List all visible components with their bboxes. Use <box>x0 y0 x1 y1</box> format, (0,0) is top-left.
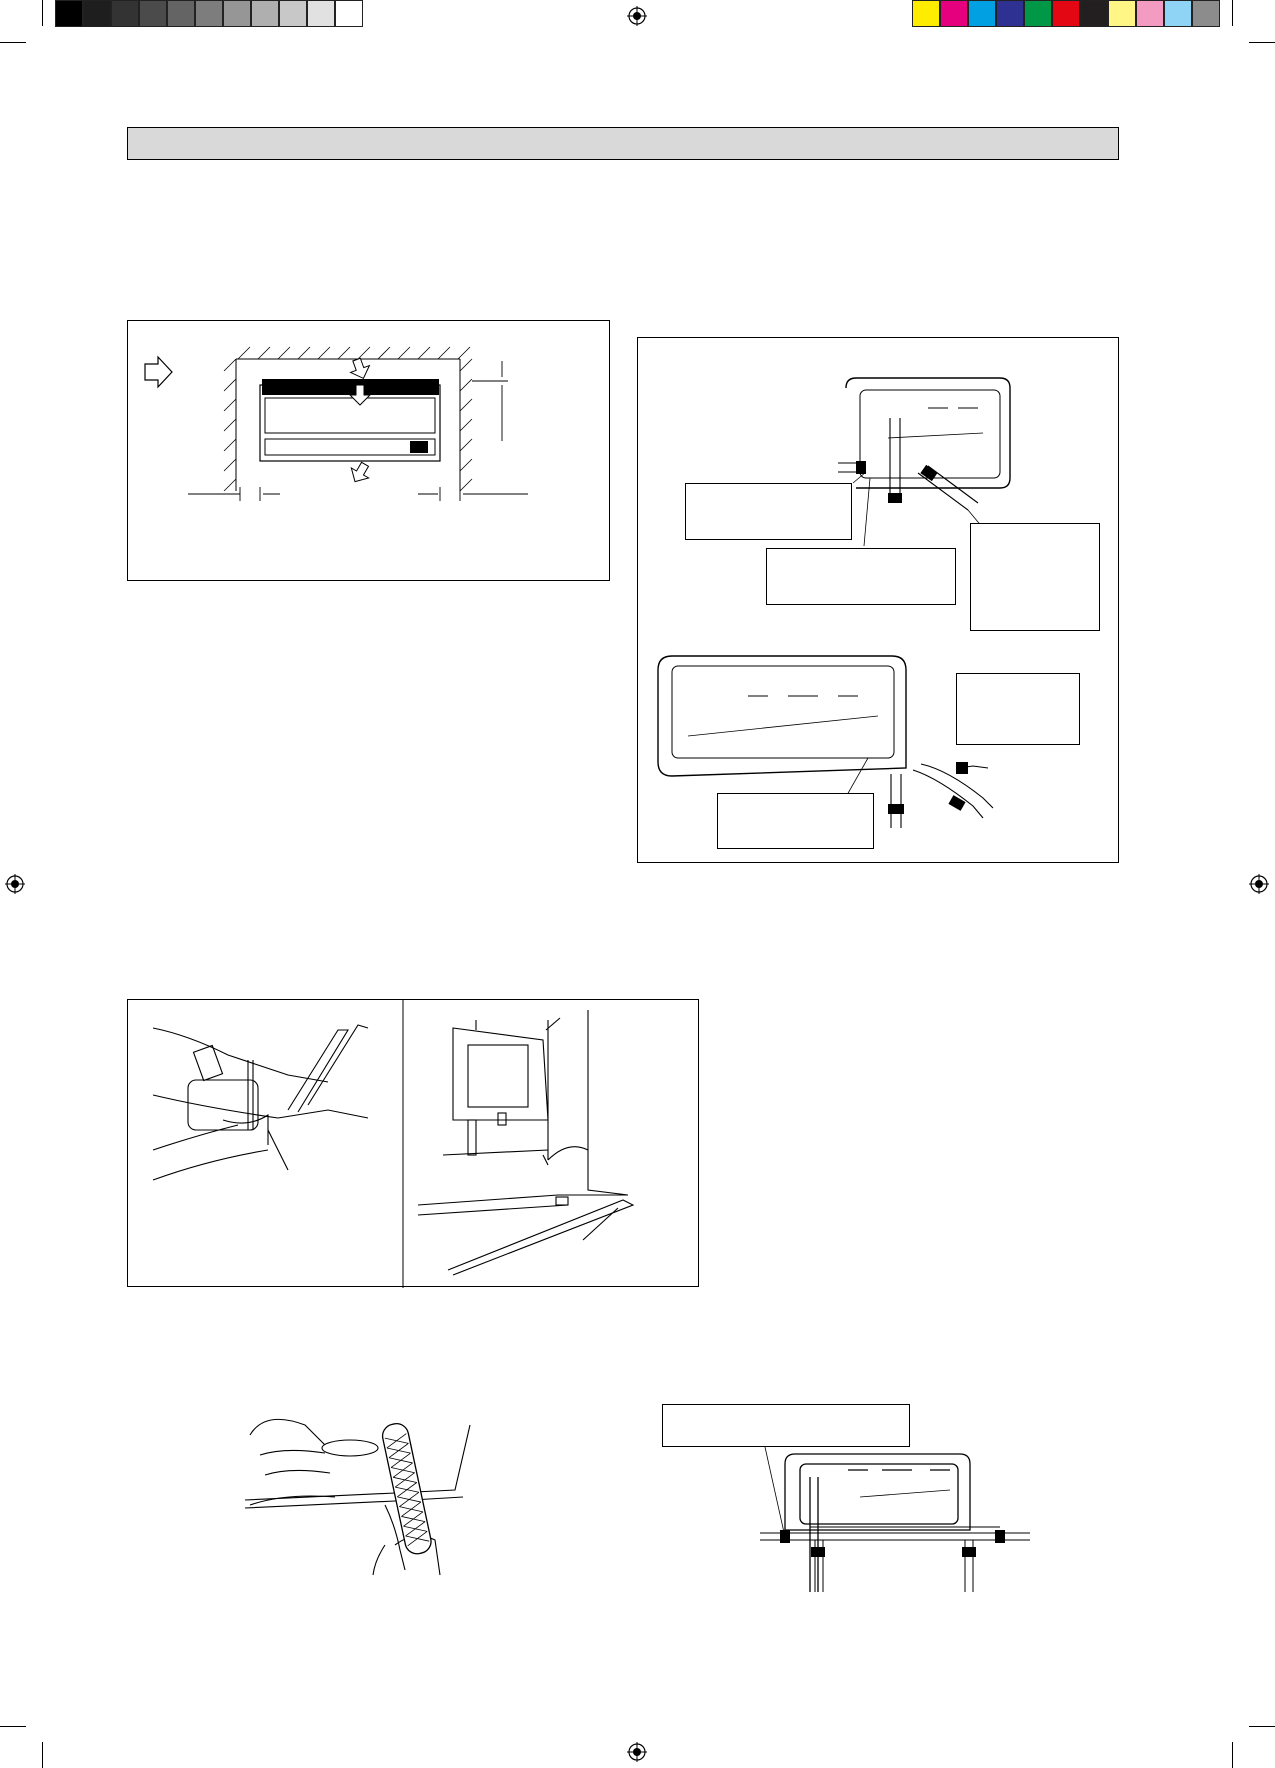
color-swatch <box>1192 0 1220 27</box>
color-swatch <box>55 0 83 27</box>
registration-mark-icon <box>1249 874 1269 894</box>
grayscale-color-bar <box>55 0 363 29</box>
color-swatch <box>251 0 279 27</box>
color-swatch <box>912 0 940 27</box>
clearance-diagram <box>128 321 611 582</box>
piping-figure <box>637 337 1119 863</box>
registration-mark-icon <box>627 6 647 26</box>
registration-mark-icon <box>5 874 25 894</box>
section-header-bar <box>127 127 1119 160</box>
color-swatch <box>1052 0 1080 27</box>
color-swatch <box>223 0 251 27</box>
clearance-figure <box>127 320 610 581</box>
crop-mark <box>0 1726 26 1727</box>
taping-diagram <box>660 1402 1040 1592</box>
piping-callout-5 <box>717 793 874 849</box>
color-swatch <box>139 0 167 27</box>
piping-callout-1 <box>685 483 852 540</box>
color-swatch <box>111 0 139 27</box>
crop-mark <box>0 42 26 43</box>
crop-mark <box>42 1742 43 1768</box>
file-diagram <box>245 1405 505 1575</box>
color-swatch <box>996 0 1024 27</box>
color-swatch <box>940 0 968 27</box>
piping-callout-3 <box>970 523 1100 631</box>
crop-mark <box>42 0 43 26</box>
color-swatch <box>968 0 996 27</box>
process-color-bar <box>912 0 1220 29</box>
piping-callout-4 <box>956 673 1080 745</box>
color-swatch <box>83 0 111 27</box>
color-swatch <box>167 0 195 27</box>
color-swatch <box>1136 0 1164 27</box>
registration-mark-icon <box>627 1742 647 1762</box>
file-figure <box>245 1405 505 1575</box>
crop-mark <box>1249 1726 1275 1727</box>
color-swatch <box>1024 0 1052 27</box>
color-swatch <box>195 0 223 27</box>
piping-callout-2 <box>766 548 956 605</box>
color-swatch <box>279 0 307 27</box>
cutting-diagram <box>128 1000 700 1288</box>
crop-mark <box>1232 0 1233 26</box>
crop-mark <box>1249 42 1275 43</box>
color-swatch <box>1080 0 1108 27</box>
taping-figure <box>660 1402 1040 1592</box>
color-swatch <box>1108 0 1136 27</box>
color-swatch <box>335 0 363 27</box>
crop-mark <box>1232 1742 1233 1768</box>
color-swatch <box>1164 0 1192 27</box>
color-swatch <box>307 0 335 27</box>
cutting-figure <box>127 999 699 1287</box>
